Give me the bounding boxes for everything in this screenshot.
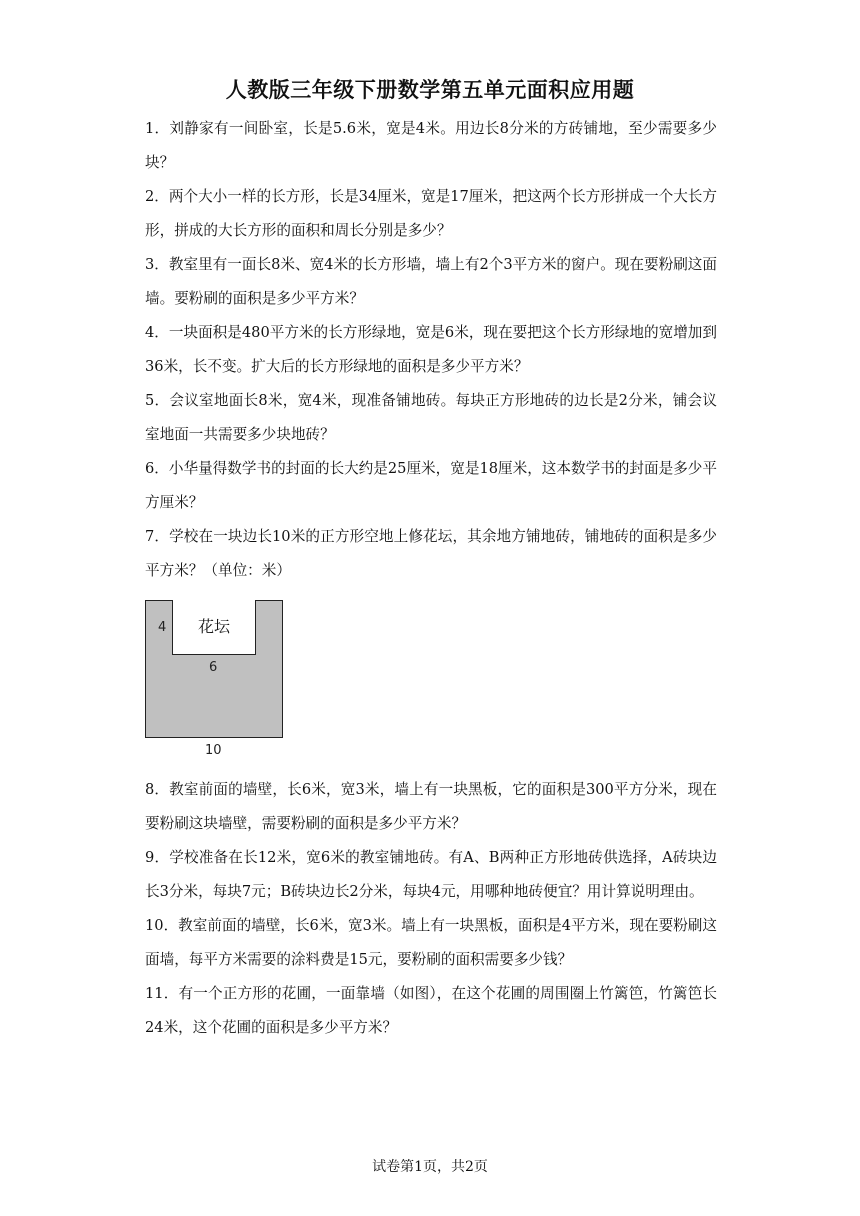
question-9: 9．学校准备在长12米，宽6米的教室铺地砖。有A、B两种正方形地砖供选择，A砖块边长3分米，每块7元；B砖块边长2分米，每块4元，用哪种地砖便宜？用计算说明理由。 xyxy=(145,849,717,900)
bed-width-label: 6 xyxy=(209,660,218,675)
question-11: 11．有一个正方形的花圃，一面靠墙（如图），在这个花圃的周围圈上竹篱笆，竹篱笆长24米，这个花圃的面积是多少平方米？ xyxy=(145,985,717,1036)
question-6: 6．小华量得数学书的封面的长大约是25厘米，宽是18厘米，这本数学书的封面是多少平方厘米？ xyxy=(145,460,717,511)
flower-bed: 花坛 xyxy=(172,600,256,655)
question-1: 1．刘静家有一间卧室，长是5.6米，宽是4米。用边长8分米的方砖铺地，至少需要多少块？ xyxy=(145,120,717,171)
square-side-label: 10 xyxy=(205,743,222,758)
question-8: 8．教室前面的墙壁，长6米，宽3米，墙上有一块黑板，它的面积是300平方分米，现在要粉刷这块墙壁，需要粉刷的面积是多少平方米？ xyxy=(145,781,717,832)
question-7: 7．学校在一块边长10米的正方形空地上修花坛，其余地方铺地砖，铺地砖的面积是多少平方米？（单位：米） xyxy=(145,528,717,579)
question-10: 10．教室前面的墙壁，长6米，宽3米。墙上有一块黑板，面积是4平方米，现在要粉刷这面墙，每平方米需要的涂料费是15元，要粉刷的面积需要多少钱？ xyxy=(145,917,717,968)
bed-depth-label: 4 xyxy=(158,620,167,635)
page-title: 人教版三年级下册数学第五单元面积应用题 xyxy=(225,78,635,102)
question-5: 5．会议室地面长8米，宽4米，现准备铺地砖。每块正方形地砖的边长是2分米，铺会议室地面一共需要多少块地砖？ xyxy=(145,392,717,443)
page-footer: 试卷第1页，共2页 xyxy=(372,1159,488,1175)
question-3: 3．教室里有一面长8米、宽4米的长方形墙，墙上有2个3平方米的窗户。现在要粉刷这面墙。要粉刷的面积是多少平方米？ xyxy=(145,256,717,307)
question-4: 4．一块面积是480平方米的长方形绿地，宽是6米，现在要把这个长方形绿地的宽增加到36米，长不变。扩大后的长方形绿地的面积是多少平方米？ xyxy=(145,324,717,375)
question-2: 2．两个大小一样的长方形，长是34厘米，宽是17厘米，把这两个长方形拼成一个大长方形，拼成的大长方形的面积和周长分别是多少？ xyxy=(145,188,717,239)
question-list xyxy=(145,112,717,1045)
flower-bed-figure xyxy=(145,600,285,765)
